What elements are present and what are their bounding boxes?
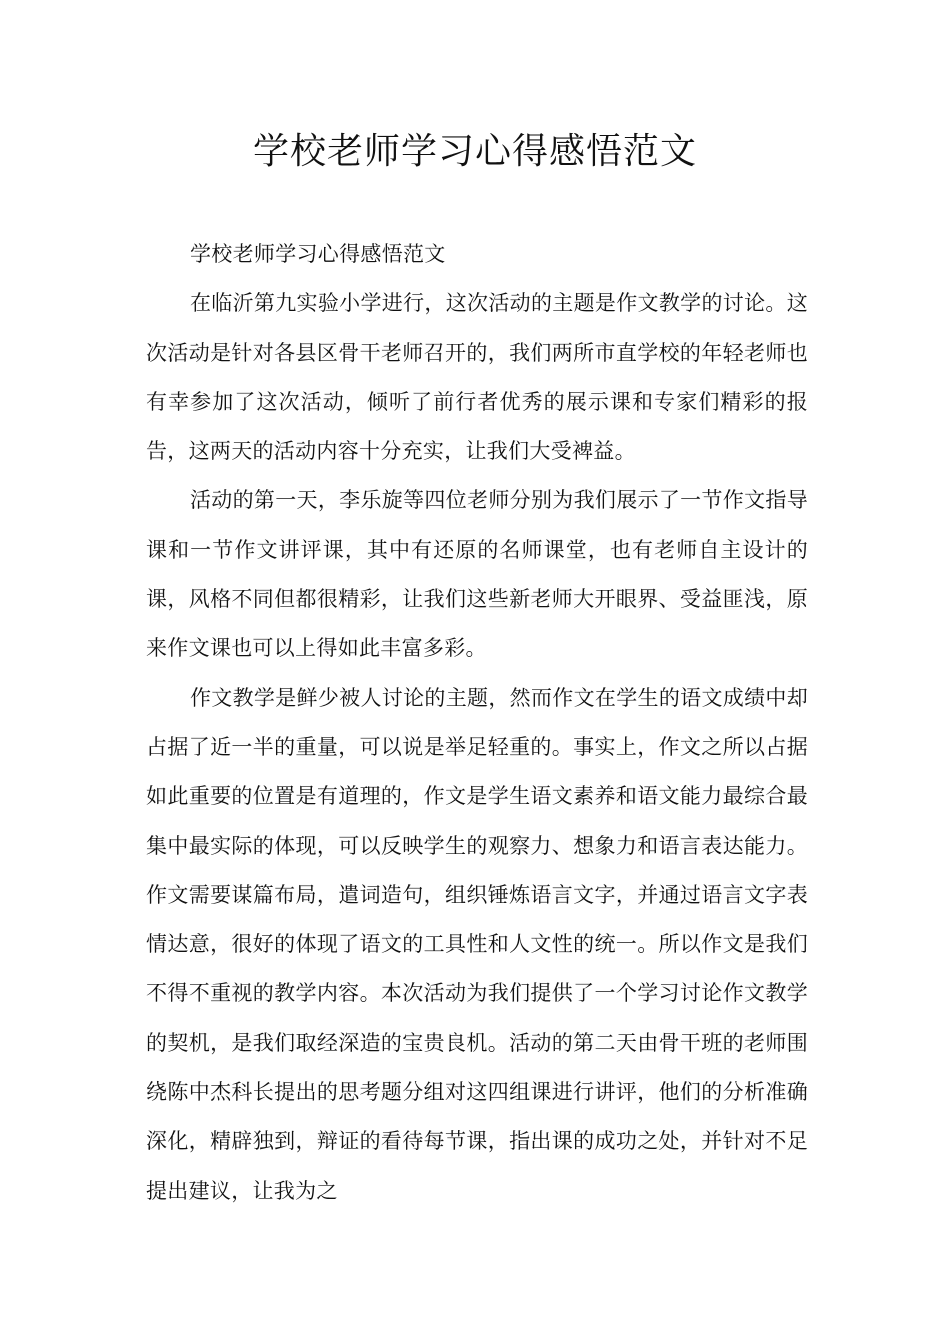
document-body bbox=[146, 230, 808, 1216]
subtitle-paragraph: 学校老师学习心得感悟范文 bbox=[190, 242, 446, 266]
document-title: 学校老师学习心得感悟范文 bbox=[252, 131, 697, 172]
body-paragraph: 在临沂第九实验小学进行，这次活动的主题是作文教学的讨论。这次活动是针对各县区骨干老师召开的，我们两所市直学校的年轻老师也有幸参加了这次活动，倾听了前行者优秀的展示课和专家们精彩的报告，这两天的活动内容十分充实，让我们大受裨益。 bbox=[146, 291, 808, 464]
body-paragraph: 作文教学是鲜少被人讨论的主题，然而作文在学生的语文成绩中却占据了近一半的重量，可以说是举足轻重的。事实上，作文之所以占据如此重要的位置是有道理的，作文是学生语文素养和语文能力最综合最集中最实际的体现，可以反映学生的观察力、想象力和语言表达能力。作文需要谋篇布局，遣词造句，组织锤炼语言文字，并通过语言文字表情达意，很好的体现了语文的工具性和人文性的统一。所以作文是我们不得不重视的教学内容。本次活动为我们提供了一个学习讨论作文教学的契机，是我们取经深造的宝贵良机。活动的第二天由骨干班的老师围绕陈中杰科长提出的思考题分组对这四组课进行讲评，他们的分析准确深化，精辟独到，辩证的看待每节课，指出课的成功之处，并针对不足提出建议，让我为之 bbox=[146, 685, 808, 1203]
body-paragraph: 活动的第一天，李乐旋等四位老师分别为我们展示了一节作文指导课和一节作文讲评课，其中有还原的名师课堂，也有老师自主设计的课，风格不同但都很精彩，让我们这些新老师大开眼界、受益匪浅，原来作文课也可以上得如此丰富多彩。 bbox=[146, 488, 808, 661]
